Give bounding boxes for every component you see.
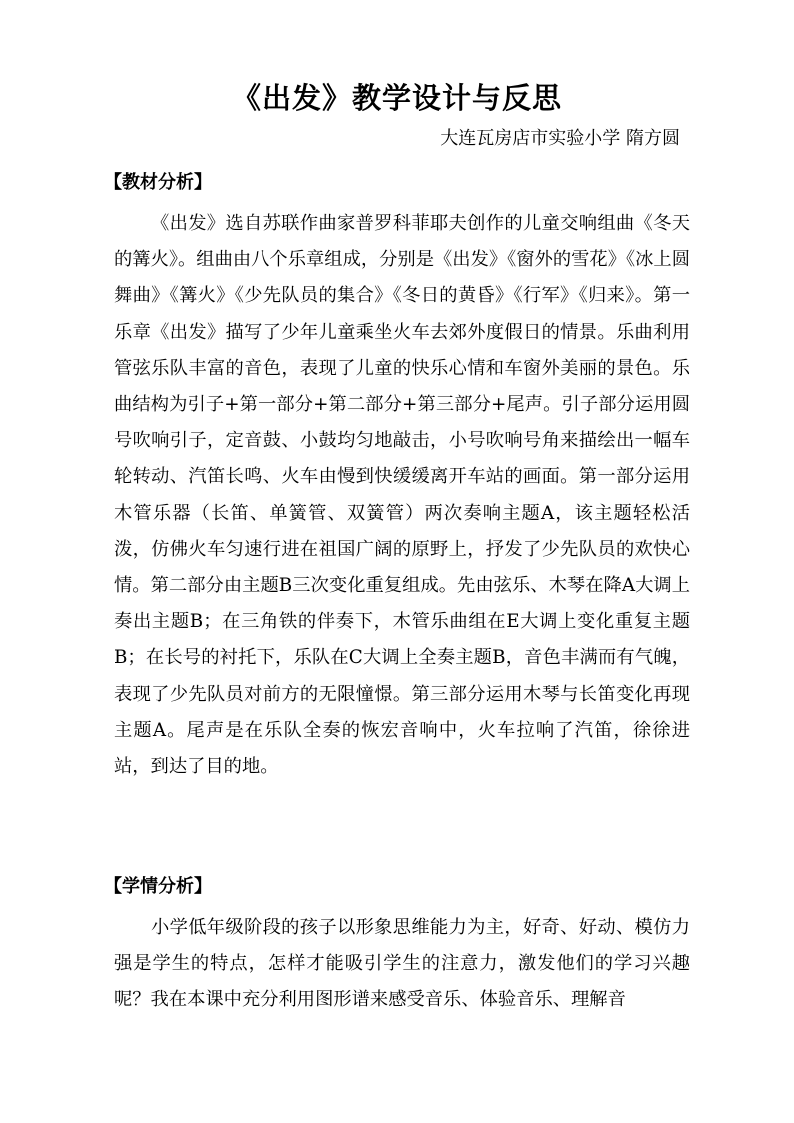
- section-heading-student-analysis: 【学情分析】: [104, 876, 212, 897]
- section-body-textbook-analysis: 《出发》选自苏联作曲家普罗科菲耶夫创作的儿童交响组曲《冬天的篝火》。组曲由八个乐章组成，分别是《出发》《窗外的雪花》《冰上圆舞曲》《篝火》《少先队员的集合》《冬日的黄昏》《行军》《归来》。第一乐章《出发》描写了少年儿童乘坐火车去郊外度假日的情景。乐曲利用管弦乐队丰富的音色，表现了儿童的快乐心情和车窗外美丽的景色。乐曲结构为引子+第一部分+第二部分+第三部分+尾声。引子部分运用圆号吹响引子，定音鼓、小鼓均匀地敲击，小号吹响号角来描绘出一幅车轮转动、汽笛长鸣、火车由慢到快缓缓离开车站的画面。第一部分运用木管乐器（长笛、单簧管、双簧管）两次奏响主题A，该主题轻松活泼，仿佛火车匀速行进在祖国广阔的原野上，抒发了少先队员的欢快心情。第二部分由主题B三次变化重复组成。先由弦乐、木琴在降A大调上奏出主题B；在三角铁的伴奏下，木管乐曲组在E大调上变化重复主题B；在长号的衬托下，乐队在C大调上全奏主题B，音色丰满而有气魄，表现了少先队员对前方的无限憧憬。第三部分运用木琴与长笛变化再现主题A。尾声是在乐队全奏的恢宏音响中，火车拉响了汽笛，徐徐进站，到达了目的地。: [114, 213, 690, 778]
- section-body-student-analysis: 小学低年级阶段的孩子以形象思维能力为主，好奇、好动、模仿力强是学生的特点，怎样才能吸引学生的注意力，激发他们的学习兴趣呢？我在本课中充分利用图形谱来感受音乐、体验音乐、理解音: [114, 917, 690, 1011]
- author-line: 大连瓦房店市实验小学 隋方圆: [440, 128, 680, 149]
- section-heading-textbook-analysis: 【教材分析】: [104, 172, 212, 193]
- page-title: 《出发》教学设计与反思: [231, 81, 562, 115]
